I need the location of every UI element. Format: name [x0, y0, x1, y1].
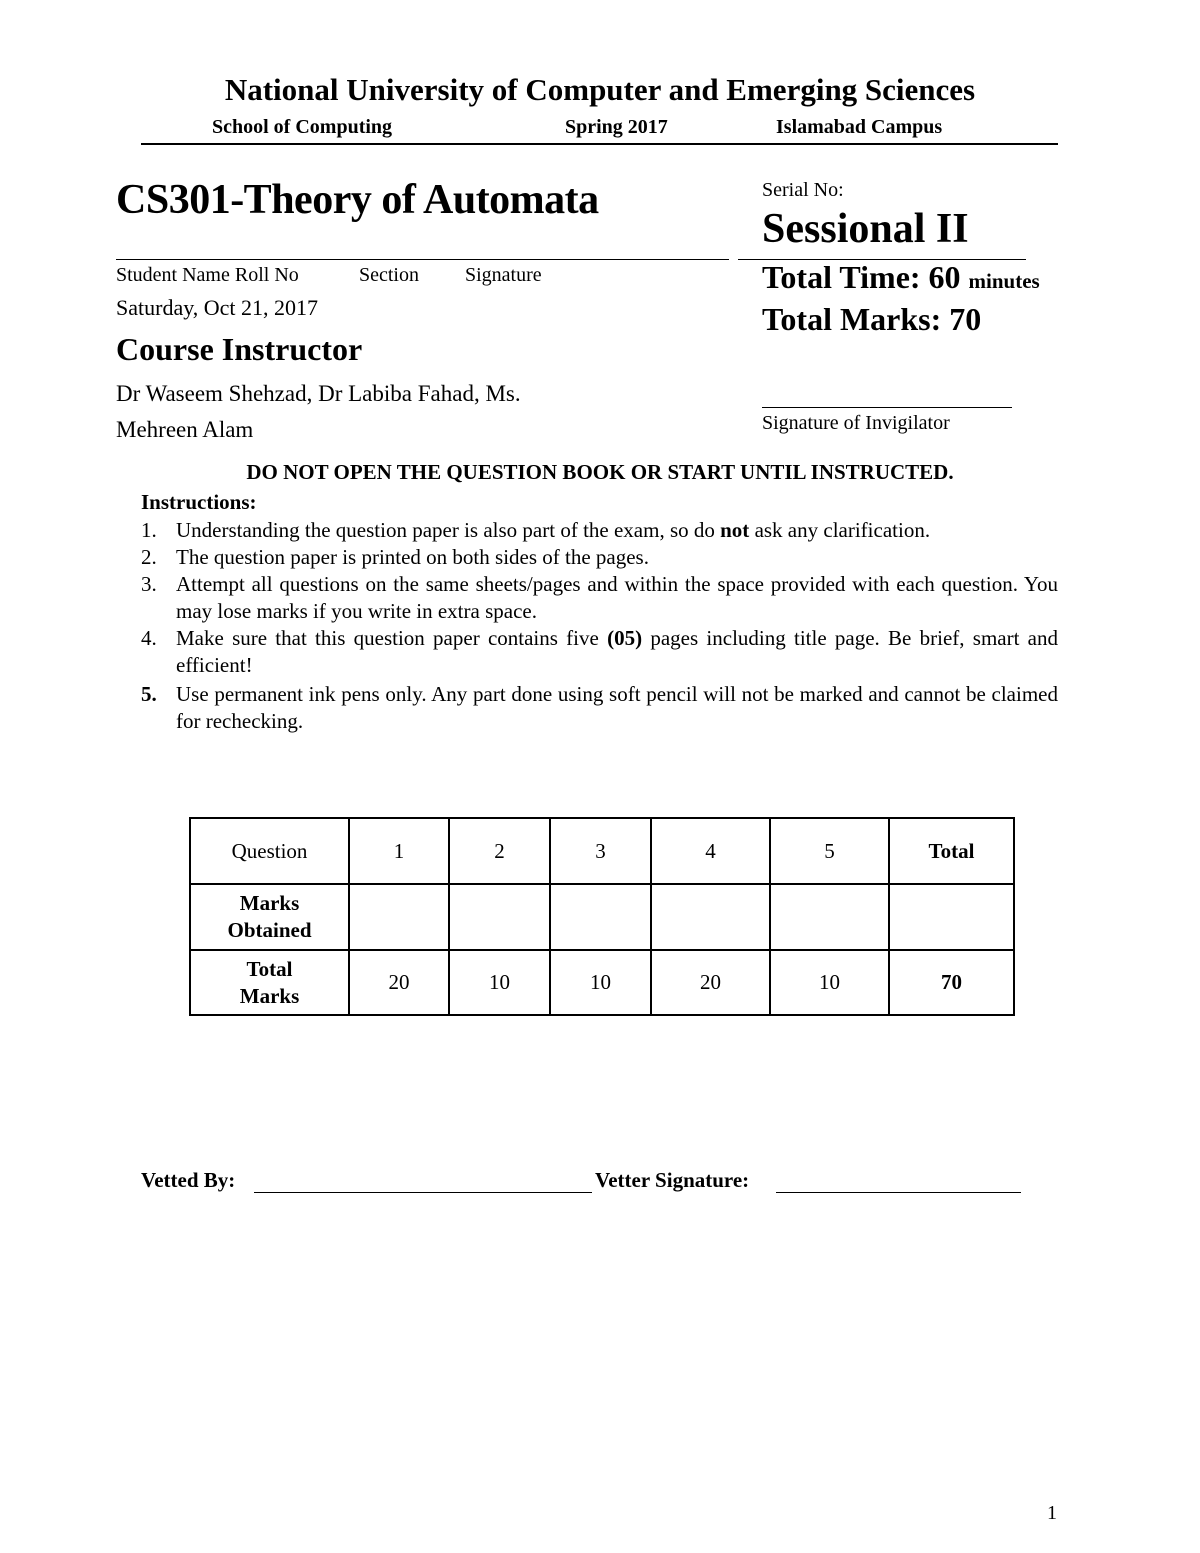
page-number: 1: [1047, 1502, 1057, 1524]
instruction-item: [141, 681, 1058, 735]
serial-number-label: Serial No:: [762, 179, 844, 201]
instruction-text: Make sure that this question paper contains five: [176, 626, 608, 650]
instructor-line: Mehreen Alam: [116, 417, 254, 442]
table-header-cell: Question: [190, 818, 349, 884]
exam-date: Saturday, Oct 21, 2017: [116, 295, 319, 320]
instruction-text: Understanding the question paper is also part of the exam, so do: [176, 518, 721, 542]
instructor-names: [116, 376, 636, 448]
invigilator-signature-line: [762, 407, 1012, 408]
term-label: Spring 2017: [565, 116, 668, 138]
invigilator-signature-label: Signature of Invigilator: [762, 412, 950, 434]
total-time: [762, 259, 1040, 296]
total-marks-cell: 20: [651, 950, 770, 1015]
instruction-emphasis: (05): [607, 626, 643, 650]
instruction-emphasis: not: [720, 518, 750, 542]
instruction-item: [141, 544, 1058, 571]
row-label-line: Marks: [239, 891, 300, 915]
instruction-text: pages including title page. Be brief, smart and efficient!: [176, 626, 1059, 677]
row-label-line: Marks: [239, 983, 300, 1008]
instruction-item: [141, 571, 1058, 625]
total-time-value: Total Time: 60: [762, 259, 961, 295]
instruction-text: The question paper is printed on both sides of the pages.: [176, 545, 649, 569]
marks-obtained-cell[interactable]: [449, 884, 550, 950]
marks-obtained-label: [190, 884, 349, 950]
total-marks-cell: 10: [449, 950, 550, 1015]
vetted-by-line: [254, 1192, 592, 1193]
instructions-list: [141, 517, 1058, 735]
total-marks-cell: 10: [770, 950, 889, 1015]
instruction-item: [141, 517, 1058, 544]
signature-label: Signature: [465, 264, 542, 286]
table-row: [190, 884, 1014, 950]
instructions-heading: Instructions:: [141, 490, 257, 514]
instruction-text: ask any clarification.: [749, 518, 931, 542]
instruction-number: 2.: [141, 545, 157, 569]
table-row: [190, 818, 1014, 884]
marks-obtained-cell[interactable]: [550, 884, 651, 950]
instruction-text: Use permanent ink pens only. Any part done using soft pencil will not be marked and cannot be claimed for rechecking.: [176, 682, 1058, 733]
row-label-line: Obtained: [227, 918, 312, 942]
total-time-unit: minutes: [968, 269, 1040, 293]
total-marks-cell: 20: [349, 950, 449, 1015]
marks-obtained-cell[interactable]: [349, 884, 449, 950]
marks-obtained-cell[interactable]: [889, 884, 1014, 950]
vetted-by-label: Vetted By:: [141, 1168, 236, 1192]
table-header-cell: Total: [889, 818, 1014, 884]
university-name: National University of Computer and Emerging Sciences: [224, 72, 976, 107]
instruction-number: 1.: [141, 518, 157, 542]
instruction-number: 5.: [141, 682, 157, 706]
instruction-item: [141, 625, 1058, 679]
section-label: Section: [359, 264, 419, 286]
header-divider: [141, 143, 1058, 145]
school-name: School of Computing: [212, 116, 393, 138]
instructor-line: Dr Waseem Shehzad, Dr Labiba Fahad, Ms.: [116, 381, 521, 406]
total-marks-cell: 70: [889, 950, 1014, 1015]
vetter-signature-label: Vetter Signature:: [595, 1168, 750, 1192]
total-marks-label: [190, 950, 349, 1015]
student-info-line: [116, 259, 729, 260]
total-marks: Total Marks: 70: [762, 301, 982, 337]
instruction-number: 3.: [141, 572, 157, 596]
table-header-cell: 5: [770, 818, 889, 884]
exam-name: Sessional II: [762, 206, 969, 252]
marks-obtained-cell[interactable]: [651, 884, 770, 950]
instruction-number: 4.: [141, 626, 157, 650]
table-header-cell: 1: [349, 818, 449, 884]
marks-table: [189, 817, 1015, 1016]
student-fields-row: [0, 264, 740, 290]
instructor-heading: Course Instructor: [116, 331, 363, 367]
row-label-line: Total: [246, 956, 293, 981]
student-name-roll-label: Student Name Roll No: [116, 264, 299, 286]
warning-notice: DO NOT OPEN THE QUESTION BOOK OR START UNTIL INSTRUCTED.: [246, 460, 954, 484]
header-meta-row: [0, 116, 1200, 142]
course-title: CS301-Theory of Automata: [116, 177, 599, 223]
table-header-cell: 3: [550, 818, 651, 884]
table-header-cell: 2: [449, 818, 550, 884]
table-header-cell: 4: [651, 818, 770, 884]
campus-name: Islamabad Campus: [776, 116, 943, 138]
table-row: [190, 950, 1014, 1015]
instruction-text: Attempt all questions on the same sheets/pages and within the space provided with each question. You may lose marks if you write in extra space.: [176, 572, 1058, 623]
total-marks-cell: 10: [550, 950, 651, 1015]
marks-obtained-cell[interactable]: [770, 884, 889, 950]
vetter-signature-line: [776, 1192, 1021, 1193]
